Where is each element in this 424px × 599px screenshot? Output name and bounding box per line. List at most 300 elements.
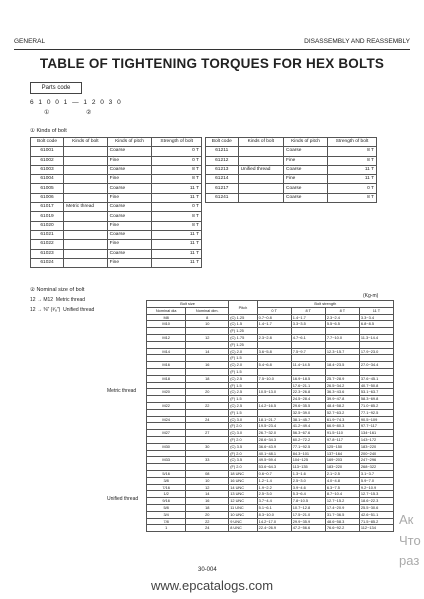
torque-value-cell: [325, 368, 359, 375]
torque-value-cell: 25.5~30.6: [359, 504, 393, 511]
strength-header: Bolt strength: [257, 301, 393, 308]
table-row: [147, 314, 394, 321]
nominal-dim-cell: 16: [186, 498, 229, 505]
pitch-cell: 8 UNC: [229, 525, 257, 532]
nominal-dia-cell: M20: [147, 389, 186, 396]
table-row: [147, 518, 394, 525]
nominal-dia-cell: [147, 396, 186, 403]
col-header: Kinds of bolt: [64, 138, 108, 147]
torque-value-cell: 17.5~21.0: [291, 511, 325, 518]
strength-cell: 8 T: [328, 147, 377, 156]
bolt-code-cell: 61001: [31, 147, 64, 156]
strength-cell: 8 T: [328, 156, 377, 165]
torque-value-cell: 1.9~2.2: [257, 484, 291, 491]
nominal-dim-cell: 12: [186, 334, 229, 341]
torque-value-cell: 0.6~0.7: [257, 470, 291, 477]
table-row: [147, 464, 394, 471]
pitch-cell: Fine: [107, 175, 152, 184]
pitch-cell: Coarse: [107, 184, 152, 193]
torque-value-cell: 9.2~10.9: [359, 484, 393, 491]
torque-value-cell: 19.5~23.4: [257, 423, 291, 430]
bolt-kind-cell: [64, 156, 108, 165]
bolt-kind-cell: [64, 165, 108, 174]
pitch-cell: 11 UNC: [229, 504, 257, 511]
pitch-cell: 10 UNC: [229, 511, 257, 518]
nominal-dia-cell: M30: [147, 443, 186, 450]
pitch-cell: Coarse: [107, 147, 152, 156]
pitch-cell: Coarse: [107, 230, 152, 239]
grade-header: 8 T: [291, 307, 325, 314]
torque-value-cell: 125~150: [325, 443, 359, 450]
bolt-kind-cell: [64, 230, 108, 239]
strength-cell: 8 T: [152, 212, 202, 221]
nominal-dia-cell: M14: [147, 348, 186, 355]
torque-value-cell: 48.6~58.3: [325, 518, 359, 525]
col-header: Kinds of pitch: [284, 138, 328, 147]
bolt-kind-cell: [64, 147, 108, 156]
parts-code-label: Parts code: [30, 82, 82, 94]
bolt-code-cell: 61005: [31, 184, 64, 193]
torque-value-cell: 104~125: [291, 457, 325, 464]
torque-value-cell: 14.2~16.5: [257, 402, 291, 409]
pitch-cell: (F) 2.0: [229, 450, 257, 457]
torque-value-cell: 77.1~92.5: [291, 443, 325, 450]
pitch-cell: Coarse: [284, 147, 328, 156]
table-row: [147, 457, 394, 464]
pitch-cell: (F) 1.5: [229, 396, 257, 403]
table-row: [31, 165, 202, 174]
nominal-dim-cell: 14: [186, 348, 229, 355]
bolt-code-cell: 61217: [206, 184, 239, 193]
col-header: Kinds of bolt: [238, 138, 283, 147]
nominal-dim-cell: 22: [186, 518, 229, 525]
torque-value-cell: 5.1~6.1: [257, 504, 291, 511]
table-row: [147, 375, 394, 382]
torque-value-cell: 2.5~3.0: [291, 477, 325, 484]
pitch-cell: Coarse: [107, 165, 152, 174]
table-row: [147, 416, 394, 423]
header-divider: [14, 49, 410, 50]
nominal-dim-cell: [186, 396, 229, 403]
metric-group-label: Metric thread: [107, 388, 137, 394]
nominal-type: Unified thread: [63, 307, 95, 313]
nominal-dim-cell: [186, 341, 229, 348]
nominal-dim-cell: 20: [186, 511, 229, 518]
bolt-code-cell: 61017: [31, 203, 64, 212]
table-row: [147, 491, 394, 498]
nominal-dia-cell: 7/16: [147, 484, 186, 491]
grade-header: 8 T: [325, 307, 359, 314]
pitch-cell: 18 UNC: [229, 470, 257, 477]
torque-value-cell: 7.5~10.0: [257, 375, 291, 382]
table-row: [206, 165, 377, 174]
pitch-cell: Fine: [107, 258, 152, 267]
torque-value-cell: 31.7~36.5: [325, 511, 359, 518]
torque-value-cell: 56.3~67.6: [291, 430, 325, 437]
table-row: [147, 443, 394, 450]
torque-value-cell: 3.3~3.5: [291, 321, 325, 328]
nominal-dim-cell: 30: [186, 443, 229, 450]
nominal-section-title: ② Nominal size of bolt: [30, 287, 85, 293]
torque-value-cell: 36.6~43.9: [257, 443, 291, 450]
table-row: [147, 341, 394, 348]
pitch-cell: (F) 2.0: [229, 464, 257, 471]
pitch-cell: (F) 1.5: [229, 355, 257, 362]
nominal-dia-cell: M8: [147, 314, 186, 321]
strength-cell: 0 T: [152, 156, 202, 165]
torque-value-cell: 77.1~92.5: [359, 409, 393, 416]
torque-value-cell: 60.2~72.2: [291, 436, 325, 443]
table-row: [147, 450, 394, 457]
torque-value-cell: 12.7~15.3: [359, 491, 393, 498]
nominal-dim-cell: 08: [186, 470, 229, 477]
nominal-dia-cell: 1: [147, 525, 186, 532]
table-row: [147, 362, 394, 369]
pitch-cell: 16 UNC: [229, 477, 257, 484]
table-row: [147, 402, 394, 409]
nominal-dim-cell: [186, 450, 229, 457]
torque-value-cell: 49.5~59.4: [257, 457, 291, 464]
nominal-dim-cell: 18: [186, 504, 229, 511]
strength-cell: 0 T: [328, 184, 377, 193]
pitch-cell: Coarse: [107, 212, 152, 221]
torque-value-cell: 28.6~34.3: [257, 436, 291, 443]
pitch-cell: 12 UNC: [229, 498, 257, 505]
pitch-cell: Fine: [107, 240, 152, 249]
bolt-kind-cell: [64, 249, 108, 258]
table-row: [147, 511, 394, 518]
torque-value-cell: 0.7~0.8: [257, 314, 291, 321]
bolt-kind-cell: [64, 212, 108, 221]
torque-value-cell: 10.5~13.0: [257, 389, 291, 396]
torque-value-cell: 22.3~26.8: [291, 389, 325, 396]
nominal-dim-cell: [186, 423, 229, 430]
watermark-text-1: Ак: [399, 512, 414, 527]
torque-value-cell: 71.0~85.2: [359, 402, 393, 409]
torque-value-cell: 97.7~117: [359, 423, 393, 430]
nominal-dim-cell: [186, 464, 229, 471]
torque-value-cell: 17.4~20.9: [325, 504, 359, 511]
table-row: [147, 355, 394, 362]
torque-value-cell: 40.7~50.8: [359, 382, 393, 389]
torque-value-cell: 58.3~69.8: [359, 396, 393, 403]
nominal-dia-cell: M16: [147, 362, 186, 369]
torque-value-cell: 5.4~6.8: [257, 362, 291, 369]
watermark-url: www.epcatalogs.com: [150, 578, 274, 593]
nominal-dim-cell: [186, 436, 229, 443]
torque-value-cell: 32.5~39.0: [291, 409, 325, 416]
table-row: [147, 334, 394, 341]
table-row: [147, 389, 394, 396]
table-row: [147, 321, 394, 328]
table-row: [31, 175, 202, 184]
strength-cell: 0 T: [152, 203, 202, 212]
pitch-cell: (C) 3.5: [229, 457, 257, 464]
nominal-dia-cell: [147, 368, 186, 375]
torque-value-cell: 36.3~43.6: [325, 389, 359, 396]
bolt-kind-cell: [64, 193, 108, 202]
table-row: [147, 484, 394, 491]
pitch-cell: (C) 2.5: [229, 375, 257, 382]
nominal-dia-cell: [147, 328, 186, 335]
nominal-dim-cell: 24: [186, 525, 229, 532]
page-number: 30-004: [198, 567, 217, 573]
unit-label: (Kg-m): [363, 293, 379, 299]
torque-value-cell: 39.9~47.8: [325, 396, 359, 403]
nominal-range: 12 → ⅜" (³⁄₈"): [30, 307, 61, 313]
torque-value-cell: 10.7~12.8: [291, 504, 325, 511]
pitch-cell: Fine: [107, 193, 152, 202]
mark-1: ①: [44, 110, 50, 116]
nominal-dia-cell: M24: [147, 416, 186, 423]
bolt-code-cell: 61002: [31, 156, 64, 165]
nominal-dia-cell: 3/8: [147, 477, 186, 484]
strength-cell: 11 T: [152, 258, 202, 267]
pitch-cell: (F) 2.0: [229, 423, 257, 430]
pitch-cell: (C) 1.25: [229, 314, 257, 321]
torque-value-cell: [257, 396, 291, 403]
nominal-dim-cell: 10: [186, 477, 229, 484]
torque-value-cell: 247~296: [359, 457, 393, 464]
torque-value-cell: [291, 368, 325, 375]
torque-value-cell: 42.6~51.1: [359, 511, 393, 518]
torque-value-cell: 6.8~8.5: [359, 321, 393, 328]
torque-value-cell: 134~161: [359, 430, 393, 437]
nominal-dia-cell: [147, 355, 186, 362]
torque-value-cell: [325, 328, 359, 335]
table-row: [31, 212, 202, 221]
pitch-cell: Fine: [284, 156, 328, 165]
bolt-code-cell: 61021: [31, 230, 64, 239]
torque-value-cell: 1.3~1.6: [291, 470, 325, 477]
torque-value-cell: 26.7~32.0: [257, 430, 291, 437]
pitch-cell: (C) 1.5: [229, 321, 257, 328]
bolt-kind-cell: [64, 221, 108, 230]
table-row: [31, 184, 202, 193]
pitch-cell: (C) 2.0: [229, 362, 257, 369]
kinds-section-title: ① Kinds of bolt: [30, 128, 67, 134]
torque-value-cell: [257, 355, 291, 362]
nominal-line-2: [30, 307, 94, 313]
torque-value-cell: 25.7~28.9: [325, 375, 359, 382]
torque-value-cell: 3.6~5.8: [257, 348, 291, 355]
header-right: DISASSEMBLY AND REASSEMBLY: [304, 38, 410, 45]
table-row: [147, 436, 394, 443]
pitch-cell: Coarse: [284, 165, 328, 174]
table-row: [206, 147, 377, 156]
strength-cell: 11 T: [152, 184, 202, 193]
torque-value-cell: 2.3~2.8: [257, 334, 291, 341]
torque-value-cell: [257, 328, 291, 335]
strength-cell: 11 T: [328, 175, 377, 184]
torque-value-cell: 2.1~2.5: [325, 470, 359, 477]
torque-value-cell: 90.5~109: [359, 416, 393, 423]
nominal-dia-header: Nominal dia: [147, 307, 186, 314]
bolt-code-cell: 61022: [31, 240, 64, 249]
col-header: Bolt code: [31, 138, 64, 147]
torque-value-cell: 11.4~14.5: [291, 362, 325, 369]
bolt-kind-cell: [238, 147, 283, 156]
torque-value-cell: [359, 328, 393, 335]
torque-value-cell: 16.9~18.5: [291, 375, 325, 382]
table-row: [147, 430, 394, 437]
pitch-cell: 13 UNC: [229, 491, 257, 498]
table-row: [147, 396, 394, 403]
torque-value-cell: 3.7~4.4: [257, 498, 291, 505]
nominal-dim-cell: [186, 328, 229, 335]
torque-value-cell: 112~134: [359, 525, 393, 532]
nominal-dia-cell: M18: [147, 375, 186, 382]
nominal-dim-cell: 8: [186, 314, 229, 321]
table-row: [31, 203, 202, 212]
table-row: [31, 193, 202, 202]
grade-header: 11 T: [359, 307, 393, 314]
torque-value-cell: [257, 409, 291, 416]
bolt-code-cell: 61023: [31, 249, 64, 258]
torque-value-cell: [291, 328, 325, 335]
torque-value-cell: 7.7~10.0: [325, 334, 359, 341]
torque-value-cell: 5.9~7.0: [359, 477, 393, 484]
nominal-dia-cell: M10: [147, 321, 186, 328]
nominal-type: Metric thread: [55, 297, 86, 303]
nominal-dia-cell: 3/4: [147, 511, 186, 518]
table-row: [31, 240, 202, 249]
table-row: [31, 221, 202, 230]
torque-value-cell: 52.7~63.2: [325, 409, 359, 416]
torque-value-cell: 1.4~1.7: [291, 314, 325, 321]
header-left: GENERAL: [14, 38, 46, 45]
torque-value-cell: 1.2~1.4: [257, 477, 291, 484]
strength-cell: 8 T: [152, 175, 202, 184]
pitch-cell: (C) 3.0: [229, 416, 257, 423]
bolt-code-cell: 61213: [206, 165, 239, 174]
torque-value-cell: 4.0~4.8: [325, 477, 359, 484]
torque-value-cell: 18.6~22.3: [359, 498, 393, 505]
nominal-dim-cell: 22: [186, 402, 229, 409]
pitch-cell: Coarse: [284, 193, 328, 202]
mark-2: ②: [86, 110, 92, 116]
pitch-cell: 14 UNC: [229, 484, 257, 491]
torque-value-cell: 29.9~35.9: [291, 518, 325, 525]
pitch-cell: Fine: [107, 156, 152, 165]
torque-value-cell: 268~322: [359, 464, 393, 471]
torque-value-cell: 200~240: [359, 450, 393, 457]
bolt-kind-cell: [64, 184, 108, 193]
nominal-dim-cell: [186, 355, 229, 362]
torque-value-cell: 24.5~28.4: [291, 396, 325, 403]
torque-table: [146, 300, 394, 532]
torque-value-cell: 5.3~6.4: [291, 491, 325, 498]
torque-value-cell: 17.6~21.1: [291, 382, 325, 389]
table-row: [147, 409, 394, 416]
table-row: [31, 230, 202, 239]
nominal-dim-cell: [186, 409, 229, 416]
torque-value-cell: 22.4~26.9: [257, 525, 291, 532]
nominal-line-1: [30, 297, 85, 303]
pitch-cell: (C) 2.0: [229, 348, 257, 355]
torque-value-cell: 183~220: [325, 464, 359, 471]
table-row: [206, 156, 377, 165]
torque-value-cell: [291, 355, 325, 362]
nominal-dim-cell: 10: [186, 321, 229, 328]
torque-value-cell: 38.1~45.7: [291, 416, 325, 423]
torque-value-cell: 18.1~21.7: [257, 416, 291, 423]
table-row: [31, 147, 202, 156]
pitch-cell: (C) 3.5: [229, 443, 257, 450]
table-row: [147, 423, 394, 430]
nominal-dia-cell: 5/8: [147, 504, 186, 511]
torque-value-cell: 8.3~10.0: [257, 511, 291, 518]
col-header: Bolt code: [206, 138, 239, 147]
torque-value-cell: 14.2~17.0: [257, 518, 291, 525]
torque-value-cell: 76.6~92.2: [325, 525, 359, 532]
table-row: [147, 368, 394, 375]
bolt-code-cell: 61024: [31, 258, 64, 267]
torque-value-cell: 47.2~56.6: [291, 525, 325, 532]
table-row: [206, 175, 377, 184]
pitch-cell: (C) 2.5: [229, 402, 257, 409]
torque-value-cell: [359, 368, 393, 375]
torque-value-cell: 3.3~3.4: [359, 314, 393, 321]
bolt-kind-cell: Metric thread: [64, 203, 108, 212]
torque-value-cell: 12.7~15.2: [325, 498, 359, 505]
torque-value-cell: 84.3~101: [291, 450, 325, 457]
bolt-kind-cell: [64, 258, 108, 267]
nominal-dia-cell: 1/2: [147, 491, 186, 498]
page-title: TABLE OF TIGHTENING TORQUES FOR HEX BOLTS: [39, 56, 385, 71]
strength-cell: 11 T: [152, 230, 202, 239]
nominal-dia-cell: [147, 450, 186, 457]
pitch-cell: (F) 1.5: [229, 368, 257, 375]
pitch-cell: Coarse: [284, 184, 328, 193]
nominal-dim-cell: 20: [186, 389, 229, 396]
nominal-dim-cell: 27: [186, 430, 229, 437]
torque-value-cell: 137~164: [325, 450, 359, 457]
torque-value-cell: 17.9~23.0: [359, 348, 393, 355]
nominal-dim-cell: 24: [186, 416, 229, 423]
torque-value-cell: 143~172: [359, 436, 393, 443]
nominal-dia-cell: M12: [147, 334, 186, 341]
bolt-code-cell: 61004: [31, 175, 64, 184]
pitch-cell: Coarse: [107, 249, 152, 258]
nominal-range: 12 → M12: [30, 297, 54, 303]
nominal-dia-cell: 9/16: [147, 498, 186, 505]
pitch-cell: Coarse: [107, 203, 152, 212]
pitch-cell: (F) 1.25: [229, 328, 257, 335]
col-header: Strength of bolt: [328, 138, 377, 147]
strength-cell: 8 T: [152, 165, 202, 174]
bolt-code-cell: 61020: [31, 221, 64, 230]
torque-value-cell: 27.0~34.4: [359, 362, 393, 369]
table-row: [206, 193, 377, 202]
nominal-dim-cell: [186, 382, 229, 389]
torque-value-cell: 41.2~49.4: [291, 423, 325, 430]
strength-cell: 11 T: [152, 193, 202, 202]
bolt-kind-cell: Unified thread: [238, 165, 283, 174]
grade-header: 0 T: [257, 307, 291, 314]
bolt-code-cell: 61019: [31, 212, 64, 221]
torque-value-cell: 91.5~110: [325, 430, 359, 437]
bolt-code-cell: 61214: [206, 175, 239, 184]
nominal-dia-cell: M27: [147, 430, 186, 437]
kinds-table-left: [30, 137, 202, 268]
torque-value-cell: 8.7~10.4: [325, 491, 359, 498]
pitch-cell: (C) 2.5: [229, 389, 257, 396]
table-row: [31, 258, 202, 267]
torque-value-cell: [359, 355, 393, 362]
table-row: [147, 504, 394, 511]
nominal-dia-cell: [147, 409, 186, 416]
